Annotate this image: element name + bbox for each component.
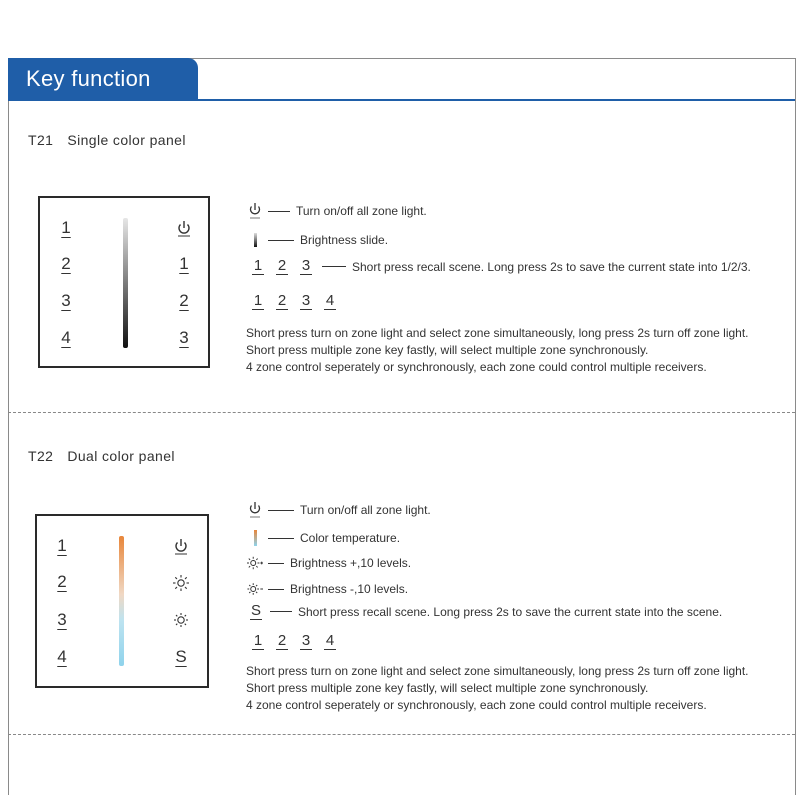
t22-zone-key-1[interactable]: 1 [57, 536, 67, 555]
t22-name: Dual color panel [67, 448, 175, 464]
t21-para-line-3: 4 zone control seperately or synchronously, each zone could control multiple receivers. [246, 360, 707, 374]
t21-scene-key-2[interactable]: 2 [179, 291, 189, 310]
leader-line [268, 538, 294, 539]
brightness-down-icon[interactable] [171, 610, 191, 630]
leader-line [268, 240, 294, 241]
t21-zone-paragraph [246, 325, 786, 376]
t22-zone-key-4[interactable]: 4 [57, 647, 67, 666]
section-header: Key function [8, 58, 198, 100]
t21-code: T21 [28, 132, 54, 148]
scene-key-s: S [250, 602, 261, 619]
t22-brightness-down-row [246, 579, 408, 599]
t22-para-line-1: Short press turn on zone light and select zone simultaneously, long press 2s turn off zone light. [246, 664, 749, 678]
zone-keys [246, 633, 342, 650]
scene-keys [246, 258, 318, 275]
leader-line [322, 266, 346, 267]
scene-key [246, 603, 266, 620]
t21-zone-key-2[interactable]: 2 [61, 254, 71, 273]
t21-zone-key-3[interactable]: 3 [61, 291, 71, 310]
t22-brightness-up-desc: Brightness +,10 levels. [290, 556, 412, 570]
t22-brightness-down-desc: Brightness -,10 levels. [290, 582, 409, 596]
t21-title [28, 132, 186, 148]
brightness-up-icon [246, 553, 264, 573]
leader-line [270, 611, 292, 612]
section-divider [8, 412, 795, 413]
power-icon[interactable] [174, 218, 194, 238]
power-icon [246, 500, 264, 520]
t21-brightness-slider[interactable] [123, 218, 128, 348]
t22-color-temp-desc: Color temperature. [300, 531, 401, 545]
t21-scene-key-1[interactable]: 1 [179, 254, 189, 273]
t21-power-row [246, 201, 427, 221]
t22-color-temp-row [246, 528, 400, 548]
zone-key-3: 3 [301, 632, 311, 649]
t21-brightness-desc: Brightness slide. [300, 233, 389, 247]
t21-scene-row [246, 258, 751, 275]
zone-key-4: 4 [325, 292, 335, 309]
t22-color-temp-slider[interactable] [119, 536, 124, 666]
color-temp-slider-icon [246, 528, 264, 548]
t22-power-row [246, 500, 431, 520]
scene-key-3: 3 [301, 257, 311, 274]
t22-code: T22 [28, 448, 54, 464]
section-divider [8, 734, 795, 735]
t21-name: Single color panel [67, 132, 186, 148]
zone-key-1: 1 [253, 292, 263, 309]
zone-key-1: 1 [253, 632, 263, 649]
t21-power-desc: Turn on/off all zone light. [296, 204, 427, 218]
t22-para-line-2: Short press multiple zone key fastly, will select multiple zone synchronously. [246, 681, 649, 695]
t22-zone-key-2[interactable]: 2 [57, 572, 67, 591]
leader-line [268, 510, 294, 511]
t21-zone-row [246, 293, 342, 310]
t21-zone-key-1[interactable]: 1 [61, 218, 71, 237]
t21-scene-key-3[interactable]: 3 [179, 328, 189, 347]
zone-key-2: 2 [277, 632, 287, 649]
t22-zone-paragraph [246, 663, 786, 714]
t21-scene-desc: Short press recall scene. Long press 2s to save the current state into 1/2/3. [352, 259, 751, 274]
t21-para-line-2: Short press multiple zone key fastly, will select multiple zone synchronously. [246, 343, 649, 357]
scene-key-2: 2 [277, 257, 287, 274]
header-rule [8, 99, 795, 101]
zone-key-4: 4 [325, 632, 335, 649]
t22-zone-row [246, 633, 342, 650]
t22-scene-desc: Short press recall scene. Long press 2s to save the current state into the scene. [298, 604, 723, 619]
brightness-slider-icon [246, 230, 264, 250]
t22-zone-key-3[interactable]: 3 [57, 610, 67, 629]
t22-para-line-3: 4 zone control seperately or synchronously, each zone could control multiple receivers. [246, 698, 707, 712]
t22-power-desc: Turn on/off all zone light. [300, 503, 431, 517]
t22-scene-row [246, 603, 722, 620]
zone-key-2: 2 [277, 292, 287, 309]
scene-key-1: 1 [253, 257, 263, 274]
brightness-down-icon [246, 579, 264, 599]
t21-zone-key-4[interactable]: 4 [61, 328, 71, 347]
t21-panel [38, 196, 210, 368]
power-icon [246, 201, 264, 221]
leader-line [268, 211, 290, 212]
t22-panel [35, 514, 209, 688]
leader-line [268, 563, 284, 564]
power-icon[interactable] [171, 536, 191, 556]
t21-para-line-1: Short press turn on zone light and select zone simultaneously, long press 2s turn off zone light. [246, 326, 749, 340]
t21-brightness-row [246, 230, 388, 250]
zone-keys [246, 293, 342, 310]
leader-line [268, 589, 284, 590]
t22-brightness-up-row [246, 553, 411, 573]
brightness-up-icon[interactable] [171, 573, 191, 593]
zone-key-3: 3 [301, 292, 311, 309]
t22-title [28, 448, 175, 464]
t22-scene-key[interactable]: S [175, 647, 187, 666]
